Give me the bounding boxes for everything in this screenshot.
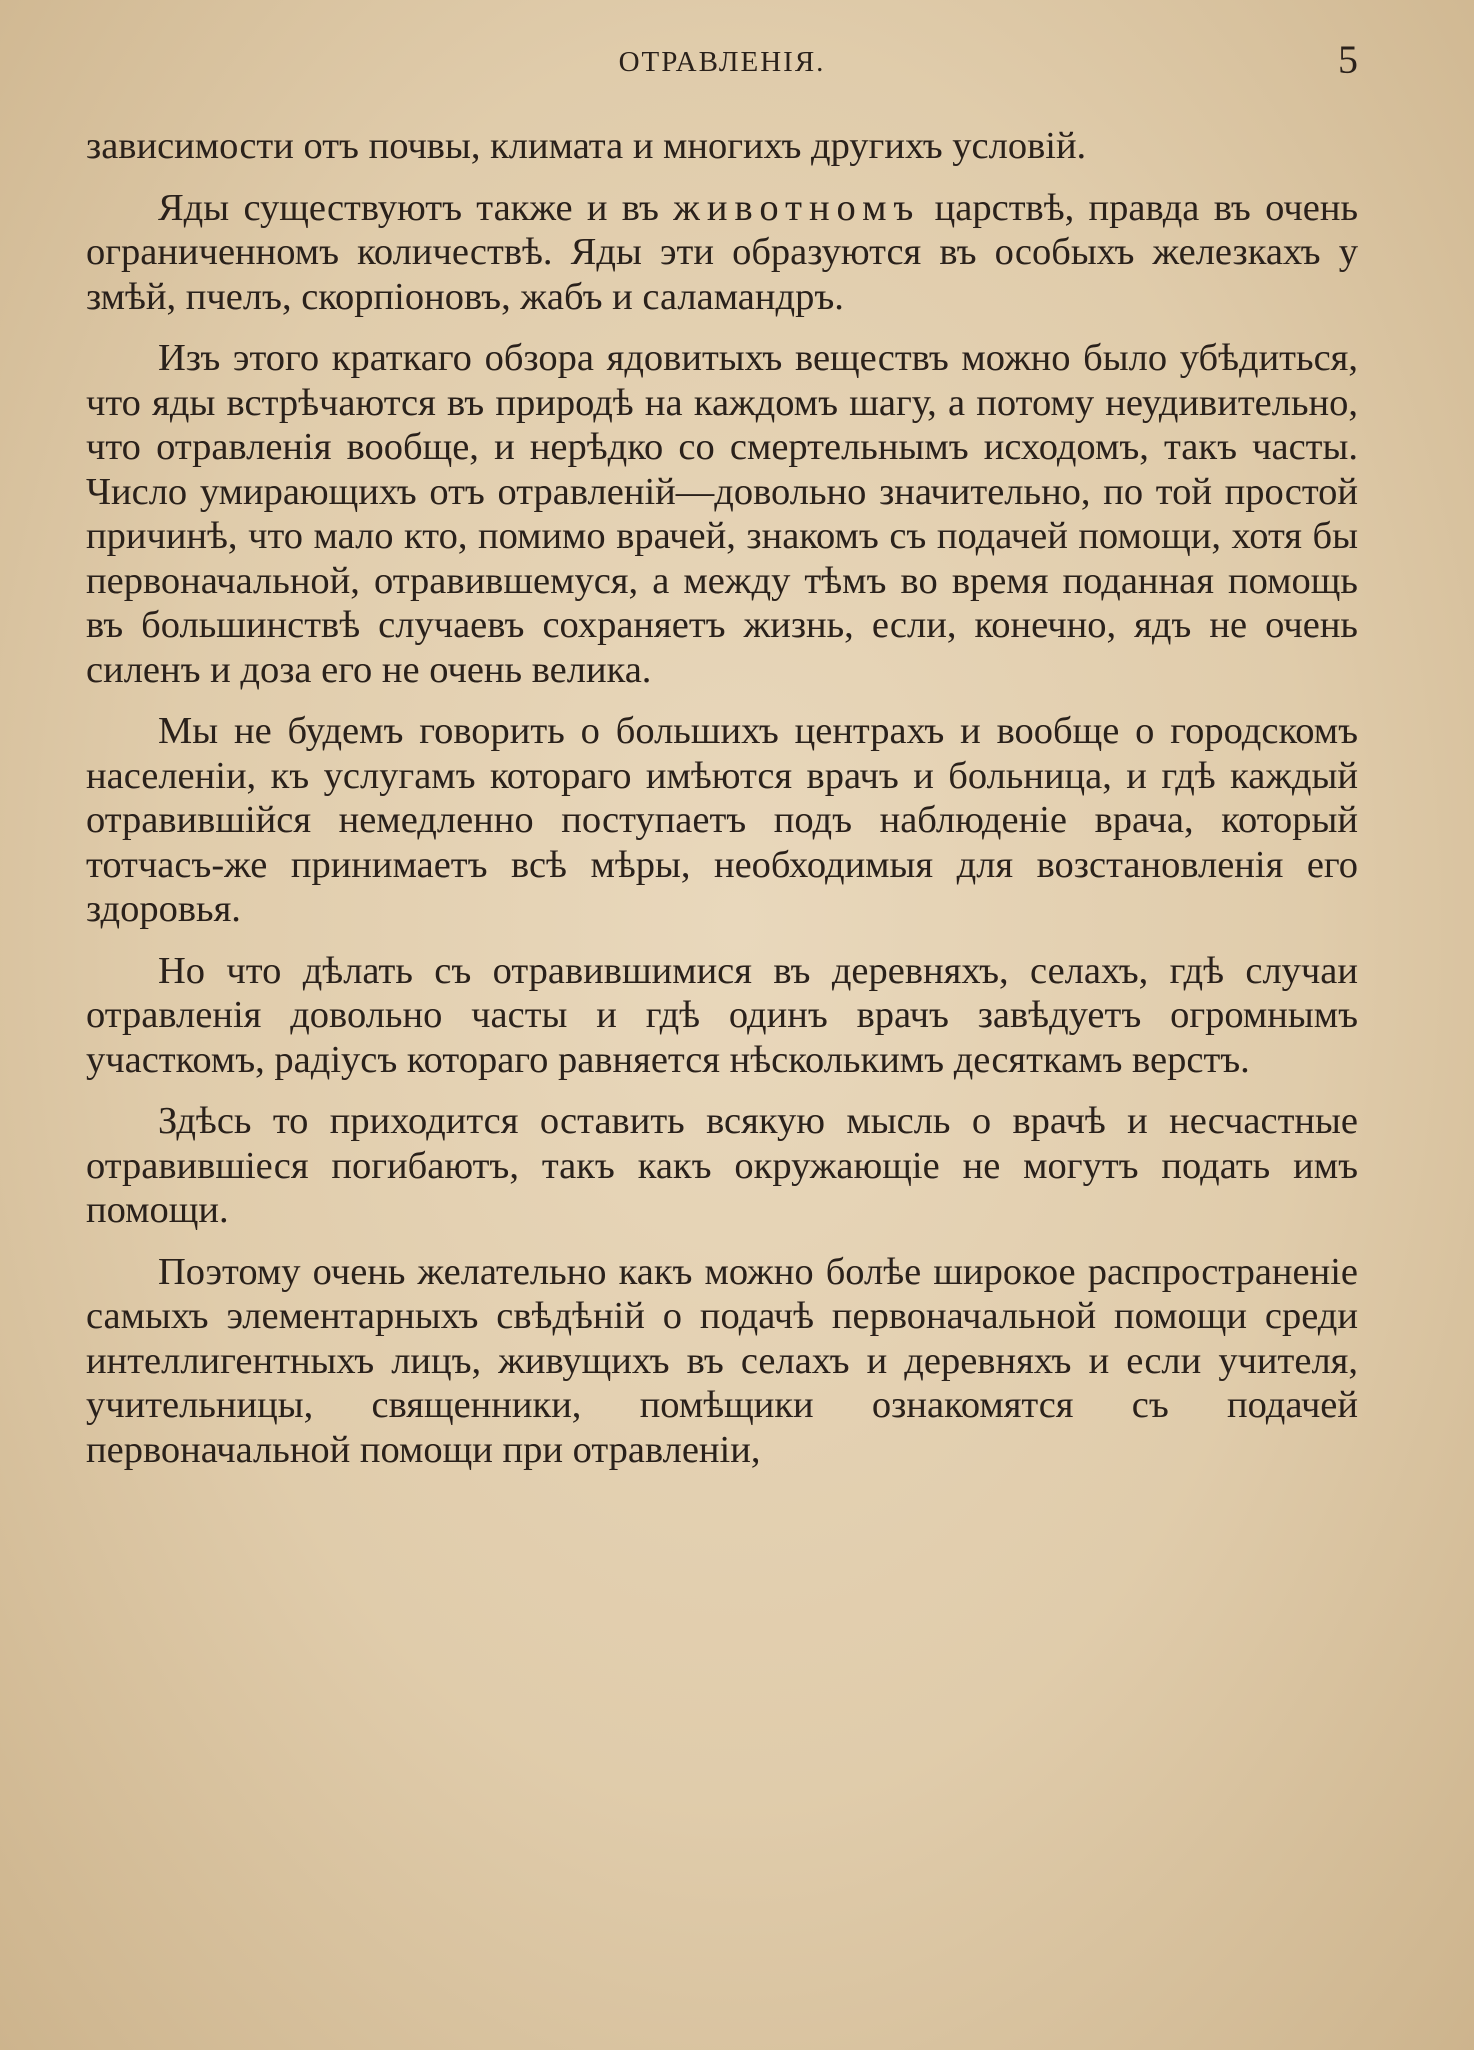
emphasized-word: животномъ xyxy=(673,186,921,229)
page-number: 5 xyxy=(1338,37,1358,82)
paragraph-animal-poisons xyxy=(86,186,1358,320)
running-title: ОТРАВЛЕНІЯ. xyxy=(618,46,826,78)
paragraph-first-aid: Поэтому очень желательно какъ можно болѣе широкое распространеніе самыхъ элементарныхъ свѣдѣній о подачѣ первоначальной помощи среди интеллигентныхъ лицъ, живущихъ въ селахъ и деревняхъ и если учителя, учительницы, священники, помѣщики ознакомятся съ подачей первоначальной помощи при отравленіи, xyxy=(86,1250,1358,1471)
paragraph-text: Яды существуютъ также и въ xyxy=(158,186,674,229)
paragraph-no-doctor: Здѣсь то приходится оставить всякую мысль о врачѣ и несчастные отравившіеся погибаютъ, такъ какъ окружающіе не могутъ подать имъ помощи. xyxy=(86,1100,1358,1231)
paragraph-villages: Но что дѣлать съ отравившимися въ деревняхъ, селахъ, гдѣ случаи отравленія довольно часты и гдѣ одинъ врачъ завѣдуетъ огромнымъ участкомъ, радіусъ котораго равняется нѣсколькимъ десяткамъ верстъ. xyxy=(86,949,1358,1081)
body-text xyxy=(86,124,1358,1489)
paragraph-continued: зависимости отъ почвы, климата и многихъ другихъ условій. xyxy=(86,125,1087,167)
paragraph-overview: Изъ этого краткаго обзора ядовитыхъ веществъ можно было убѣдиться, что яды встрѣчаются въ природѣ на каждомъ шагу, а потому неудивительно, что отравленія вообще, и нерѣдко со смертельнымъ исходомъ, такъ часты. Число умирающихъ отъ отравленій—довольно значительно, по той простой причинѣ, что мало кто, помимо врачей, знакомъ съ подачей помощи, хотя бы первоначальной, отравившемуся, а между тѣмъ во время поданная помощь въ большинствѣ случаевъ сохраняетъ жизнь, если, конечно, ядъ не очень силенъ и доза его не очень велика. xyxy=(86,337,1358,691)
running-header xyxy=(86,37,1358,82)
paragraph-text: царствѣ, правда въ очень ограниченномъ количествѣ. Яды эти образуются въ особыхъ железкахъ у змѣй, пчелъ, скорпіоновъ, жабъ и саламандръ. xyxy=(86,186,1359,318)
paragraph-cities: Мы не будемъ говорить о большихъ центрахъ и вообще о городскомъ населеніи, къ услугамъ котораго имѣются врачъ и больница, и гдѣ каждый отравившійся немедленно поступаетъ подъ наблюденіе врача, который тотчасъ-же принимаетъ всѣ мѣры, необходимыя для возстановленія его здоровья. xyxy=(86,710,1358,930)
